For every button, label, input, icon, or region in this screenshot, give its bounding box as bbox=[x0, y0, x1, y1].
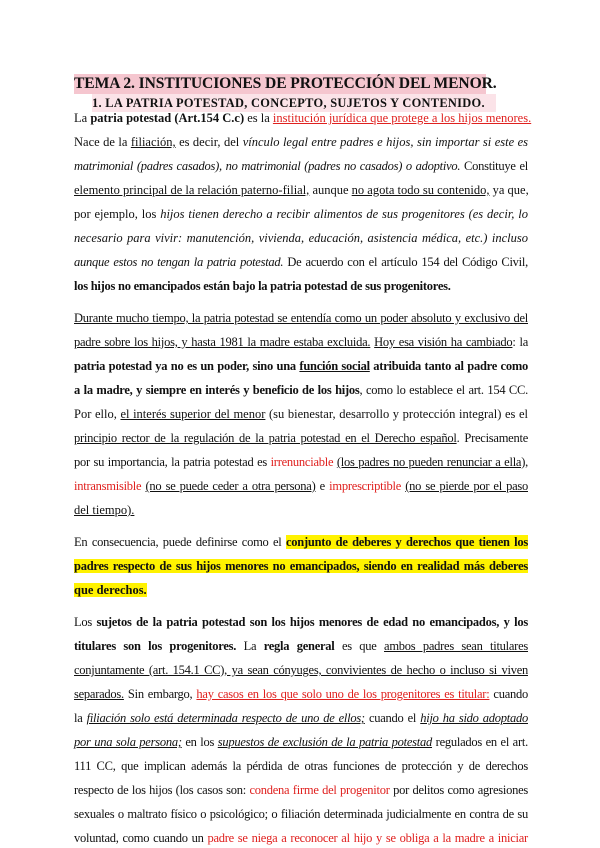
paragraph-1-line-2: Nace de la filiación, es decir, del vínculo legal entre padres e hijos, sin importar si este es bbox=[74, 135, 528, 149]
paragraph-4-line-5: la filiación solo está determinada respecto de uno de ellos; cuando el hijo ha sido adoptado bbox=[74, 711, 528, 725]
paragraph-2-line-5: Por ello, el interés superior del menor (su bienestar, desarrollo y protección integral) es el bbox=[74, 407, 529, 421]
paragraph-4-line-3: conjuntamente (art. 154.1 CC), ya sean cónyuges, convivientes de hecho o incluso si viven bbox=[74, 663, 528, 677]
paragraph-4-line-9: sexuales o maltrato físico o psicológico; o filiación determinada judicialmente en contra de su bbox=[74, 807, 528, 821]
paragraph-3-line-2: padres respecto de sus hijos menores no emancipados, siendo en realidad más deberes bbox=[74, 559, 528, 573]
page-title: TEMA 2. INSTITUCIONES DE PROTECCIÓN DEL MENOR. bbox=[74, 75, 497, 92]
paragraph-2-line-7: por su importancia, la patria potestad es irrenunciable (los padres no pueden renunciar a ella), bbox=[74, 455, 528, 469]
paragraph-4-line-1: Los sujetos de la patria potestad son los hijos menores de edad no emancipados, y los bbox=[74, 615, 528, 629]
paragraph-4-line-4: separados. Sin embargo, hay casos en los que solo uno de los progenitores es titular: cuando bbox=[74, 687, 528, 701]
paragraph-4-line-8: respecto de los hijos (los casos son: condena firme del progenitor por delitos como agresiones bbox=[74, 783, 528, 797]
paragraph-3-line-1: En consecuencia, puede definirse como el conjunto de deberes y derechos que tienen los bbox=[74, 535, 528, 549]
paragraph-2-line-8: intransmisible (no se puede ceder a otra persona) e imprescriptible (no se pierde por el paso bbox=[74, 479, 528, 493]
paragraph-4-line-6: por una sola persona; en los supuestos de exclusión de la patria potestad regulados en el art. bbox=[74, 735, 528, 749]
paragraph-1-line-3: matrimonial (padres casados), no matrimonial (padres no casados) o adoptivo. Constituye el bbox=[74, 159, 528, 173]
paragraph-1-line-1: La patria potestad (Art.154 C.c) es la institución jurídica que protege a los hijos menores. bbox=[74, 111, 532, 125]
paragraph-3-line-3: que derechos. bbox=[74, 583, 147, 597]
paragraph-4-line-7: 111 CC, que implican además la pérdida de otras funciones de protección y de derechos bbox=[74, 759, 528, 773]
paragraph-1-line-7: aunque estos no tengan la patria potestad. De acuerdo con el artículo 154 del Código Civil, bbox=[74, 255, 528, 269]
paragraph-2-line-9: del tiempo). bbox=[74, 503, 135, 517]
section-heading: 1. LA PATRIA POTESTAD, CONCEPTO, SUJETOS Y CONTENIDO. bbox=[92, 94, 496, 112]
paragraph-2-line-2: padre sobre los hijos, y hasta 1981 la madre estaba excluida. Hoy esa visión ha cambiado: la bbox=[74, 335, 528, 349]
paragraph-1-line-4: elemento principal de la relación paterno-filial, aunque no agota todo su contenido, ya que, bbox=[74, 183, 529, 197]
paragraph-1-line-8: los hijos no emancipados están bajo la patria potestad de sus progenitores. bbox=[74, 279, 451, 293]
paragraph-2-line-3: patria potestad ya no es un poder, sino una función social atribuida tanto al padre como bbox=[74, 359, 529, 373]
paragraph-2-line-4: a la madre, y siempre en interés y beneficio de los hijos, como lo establece el art. 154 CC. bbox=[74, 383, 528, 397]
paragraph-2-line-6: principio rector de la regulación de la patria potestad en el Derecho español. Precisamente bbox=[74, 431, 529, 445]
paragraph-1-line-5: por ejemplo, los hijos tienen derecho a recibir alimentos de sus progenitores (es decir, lo bbox=[74, 207, 528, 221]
paragraph-1-line-6: necesario para vivir: manutención, vivienda, educación, asistencia médica, etc.) incluso bbox=[74, 231, 528, 245]
paragraph-4-line-10: voluntad, como cuando un padre se niega a reconocer al hijo y se obliga a la madre a iniciar bbox=[74, 831, 528, 845]
paragraph-2-line-1: Durante mucho tiempo, la patria potestad se entendía como un poder absoluto y exclusivo del bbox=[74, 311, 528, 325]
paragraph-4-line-2: titulares son los progenitores. La regla general es que ambos padres sean titulares bbox=[74, 639, 529, 653]
